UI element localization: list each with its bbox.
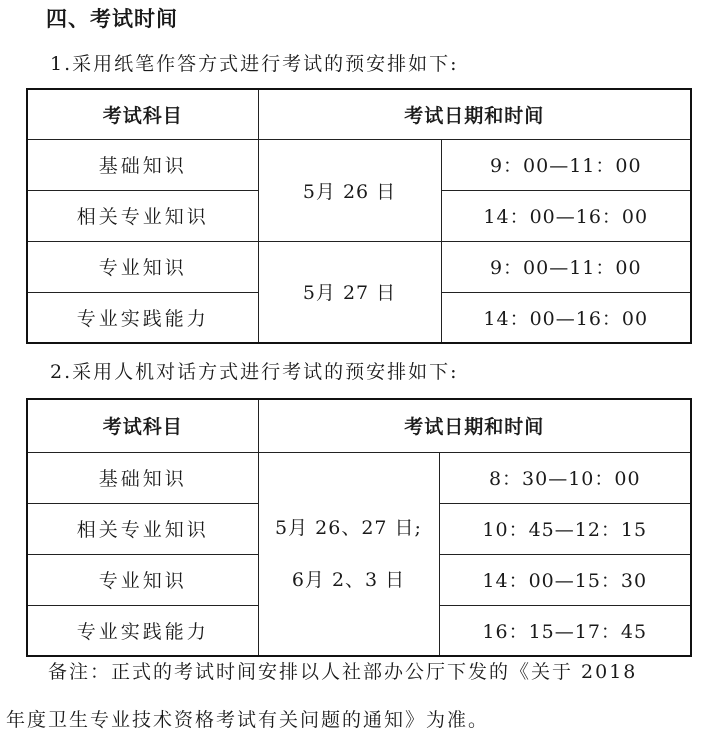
subject-cell: 专业实践能力 [27,292,258,343]
date-cell: 5月 26 日 [258,139,441,241]
time-cell: 14：00—16：00 [441,292,691,343]
paper-exam-intro: 1.采用纸笔作答方式进行考试的预安排如下: [50,53,459,75]
date-line-2: 6月 2、3 日 [291,568,406,591]
table-header-row [27,399,691,452]
table-header-row [27,89,691,139]
time-cell: 14：00—16：00 [441,190,691,241]
subject-cell: 相关专业知识 [27,503,258,554]
subject-cell: 基础知识 [27,452,258,503]
table-row [27,139,691,190]
subject-cell: 相关专业知识 [27,190,258,241]
note-line-1: 备注：正式的考试时间安排以人社部办公厅下发的《关于 2018 [48,661,638,683]
time-cell: 8：30—10：00 [439,452,691,503]
subject-cell: 专业知识 [27,241,258,292]
table-row [27,452,691,503]
time-cell: 10：45—12：15 [439,503,691,554]
table-row [27,241,691,292]
column-header-subject: 考试科目 [27,89,258,139]
computer-exam-schedule-table [26,398,692,657]
time-cell: 9：00—11：00 [441,139,691,190]
column-header-subject: 考试科目 [27,399,258,452]
time-cell: 14：00—15：30 [439,554,691,605]
computer-exam-intro: 2.采用人机对话方式进行考试的预安排如下: [50,361,459,383]
column-header-datetime: 考试日期和时间 [258,89,691,139]
time-cell: 9：00—11：00 [441,241,691,292]
time-cell: 16：15—17：45 [439,605,691,656]
subject-cell: 基础知识 [27,139,258,190]
note-line-2: 年度卫生专业技术资格考试有关问题的通知》为准。 [6,709,490,731]
date-cell [258,452,439,656]
section-heading: 四、考试时间 [46,7,178,31]
paper-exam-schedule-table [26,88,692,344]
subject-cell: 专业知识 [27,554,258,605]
date-cell: 5月 27 日 [258,241,441,343]
column-header-datetime: 考试日期和时间 [258,399,691,452]
subject-cell: 专业实践能力 [27,605,258,656]
date-line-1: 5月 26、27 日; [275,516,422,539]
